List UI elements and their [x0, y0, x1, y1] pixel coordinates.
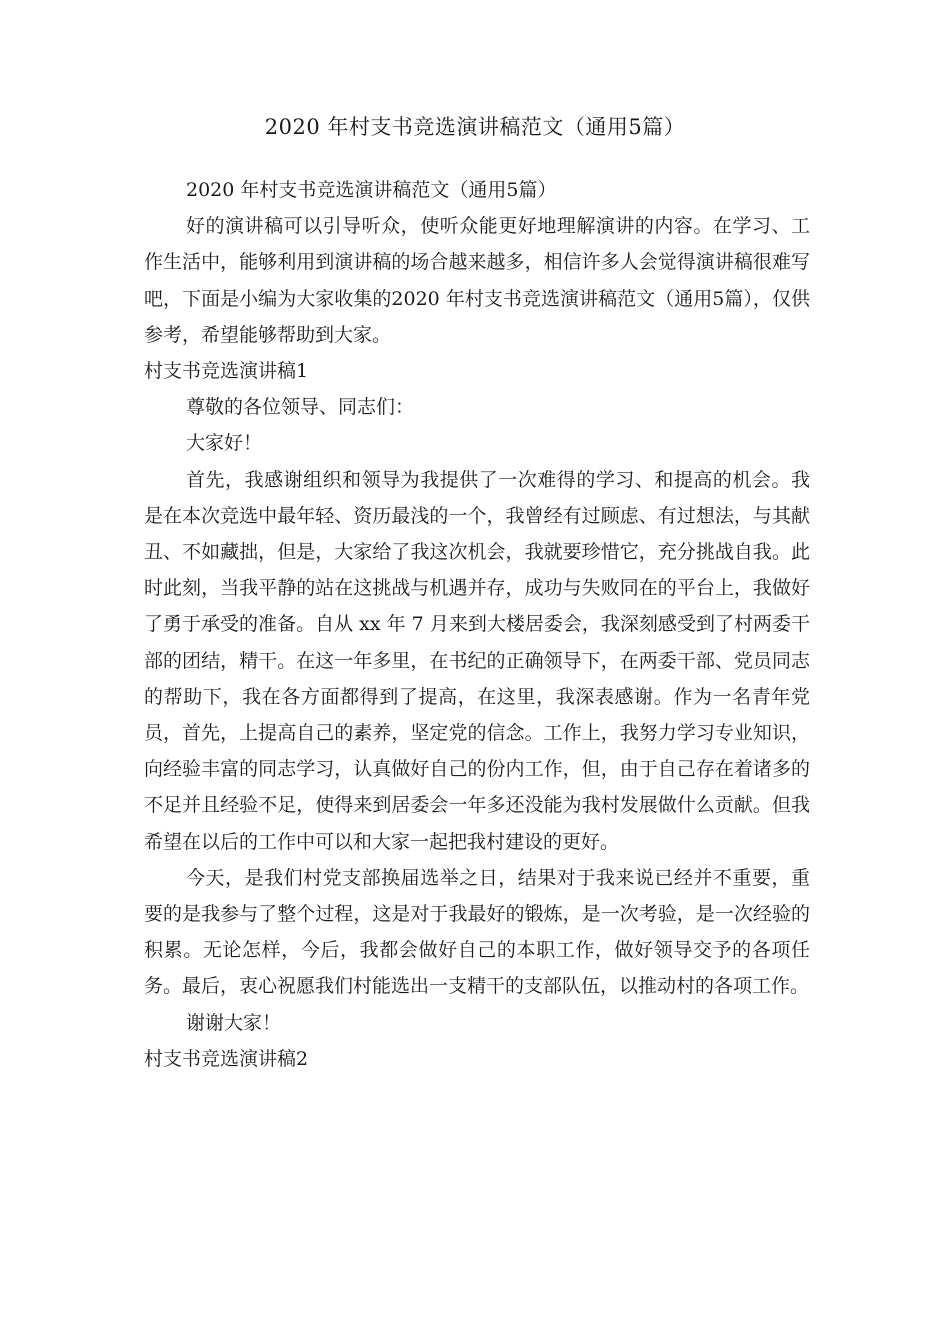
closing: 谢谢大家！	[186, 1011, 282, 1034]
section-heading-1: 村支书竞选演讲稿1	[144, 360, 309, 383]
document-title: 2020 年村支书竞选演讲稿范文（通用5篇）	[264, 115, 686, 139]
greeting: 大家好！	[186, 432, 263, 455]
intro-paragraph: 好的演讲稿可以引导听众，使听众能更好地理解演讲的内容。在学习、工作生活中，能够利用到演讲稿的场合越来越多，相信许多人会觉得演讲稿很难写吧，下面是小编为大家收集的2020 年村支书竞选演讲稿范文（通用5篇），仅供参考，希望能够帮助到大家。	[144, 215, 810, 346]
section-heading-2: 村支书竞选演讲稿2	[144, 1047, 309, 1070]
body-paragraph-2: 今天，是我们村党支部换届选举之日，结果对于我来说已经并不重要，重要的是我参与了整个过程，这是对于我最好的锻炼，是一次考验，是一次经验的积累。无论怎样，今后，我都会做好自己的本职工作，做好领导交予的各项任务。最后，衷心祝愿我们村能选出一支精干的支部队伍，以推动村的各项工作。	[144, 866, 810, 998]
salutation: 尊敬的各位领导、同志们：	[186, 396, 415, 419]
body-paragraph-1: 首先，我感谢组织和领导为我提供了一次难得的学习、和提高的机会。我是在本次竞选中最年轻、资历最浅的一个，我曾经有过顾虑、有过想法，与其献丑、不如藏拙，但是，大家给了我这次机会，我就要珍惜它，充分挑战自我。此时此刻，当我平静的站在这挑战与机遇并存，成功与失败同在的平台上，我做好了勇于承受的准备。自从 xx 年 7 月来到大楼居委会，我深刻感受到了村两委干部的团结，精干。在这一年多里，在书纪的正确领导下，在两委干部、党员同志的帮助下，我在各方面都得到了提高，在这里，我深表感谢。作为一名青年党员，首先，上提高自己的素养，坚定党的信念。工作上，我努力学习专业知识，向经验丰富的同志学习，认真做好自己的份内工作，但，由于自己存在着诸多的不足并且经验不足，使得来到居委会一年多还没能为我村发展做什么贡献。但我希望在以后的工作中可以和大家一起把我村建设的更好。	[144, 468, 810, 853]
document-subtitle: 2020 年村支书竞选演讲稿范文（通用5篇）	[186, 179, 557, 201]
document-body	[144, 172, 810, 1077]
